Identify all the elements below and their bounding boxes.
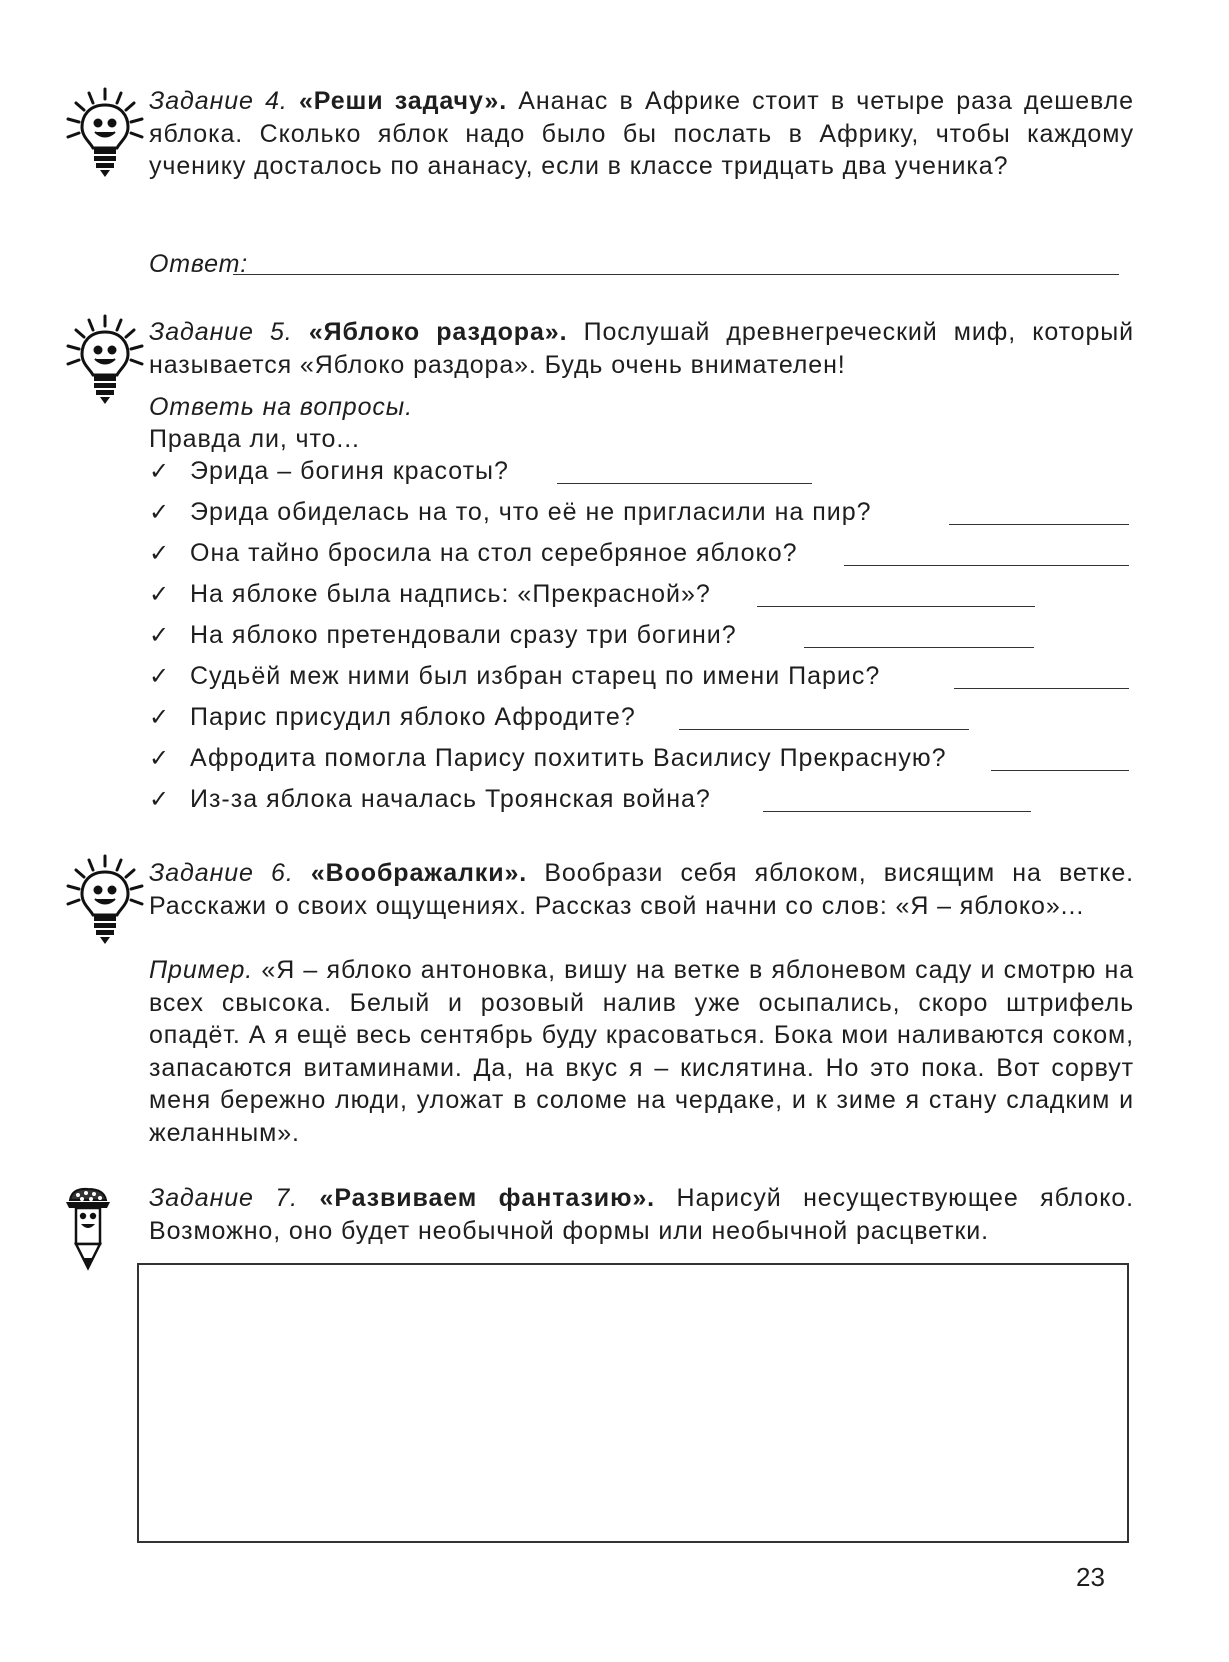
pencil-icon [58, 1186, 118, 1271]
answer-line[interactable] [679, 729, 969, 730]
task4-text [149, 85, 1134, 183]
check-icon: ✓ [149, 622, 171, 649]
question-item [149, 621, 1139, 655]
task6-title: «Воображалки». [310, 859, 528, 887]
task7-body: Нарисуй несуществующее яблоко. Возможно, оно будет необычной формы или необычной расцветки. [149, 1184, 1134, 1245]
task6-body: Вообрази себя яблоком, висящим на ветке. Расскажи о своих ощущениях. Рассказ свой начни со слов: «Я – яблоко»... [149, 859, 1134, 920]
question-text: Афродита помогла Парису похитить Василису Прекрасную? [190, 744, 947, 772]
question-item [149, 785, 1139, 819]
task7-number: Задание 7. [149, 1184, 298, 1212]
task5-number: Задание 5. [149, 318, 293, 346]
task5-title: «Яблоко раздора». [308, 318, 568, 346]
answer-line[interactable] [949, 524, 1129, 525]
check-icon: ✓ [149, 540, 171, 567]
question-text: Судьёй меж ними был избран старец по имени Парис? [190, 662, 881, 690]
answer-line[interactable] [804, 647, 1034, 648]
question-text: На яблоко претендовали сразу три богини? [190, 621, 737, 649]
question-text: Она тайно бросила на стол серебряное яблоко? [190, 539, 798, 567]
answer-line[interactable] [954, 688, 1129, 689]
answer-line[interactable] [557, 483, 812, 484]
lightbulb-icon [62, 312, 148, 412]
question-item [149, 703, 1139, 737]
question-item [149, 539, 1139, 573]
check-icon: ✓ [149, 704, 171, 731]
question-item [149, 744, 1139, 778]
question-item [149, 662, 1139, 696]
lightbulb-icon [62, 85, 148, 185]
question-text: Парис присудил яблоко Афродите? [190, 703, 636, 731]
drawing-area[interactable] [137, 1263, 1129, 1543]
task5-lead: Правда ли, что... [149, 425, 360, 453]
answer-line[interactable] [991, 770, 1129, 771]
answer-line[interactable] [757, 606, 1035, 607]
question-text: Эрида обиделась на то, что её не пригласили на пир? [190, 498, 872, 526]
task6-number: Задание 6. [149, 859, 294, 887]
page-number: 23 [1076, 1562, 1105, 1592]
question-item [149, 498, 1139, 532]
check-icon: ✓ [149, 499, 171, 526]
task7-text [149, 1182, 1134, 1247]
question-text: Эрида – богиня красоты? [190, 457, 509, 485]
task6-text [149, 857, 1134, 922]
check-icon: ✓ [149, 581, 171, 608]
task4-title: «Реши задачу». [298, 87, 508, 115]
task4-answer-row[interactable] [149, 250, 1119, 284]
task5-body: Послушай древнегреческий миф, который называется «Яблоко раздора». Будь очень внимателен! [149, 318, 1134, 379]
check-icon: ✓ [149, 745, 171, 772]
answer-line[interactable] [233, 274, 1119, 275]
task4-number: Задание 4. [149, 87, 288, 115]
check-icon: ✓ [149, 786, 171, 813]
task6-example [149, 954, 1134, 1149]
task5-instruction: Ответь на вопросы. [149, 393, 413, 421]
lightbulb-icon [62, 852, 148, 952]
check-icon: ✓ [149, 458, 171, 485]
task5-text [149, 316, 1134, 381]
check-icon: ✓ [149, 663, 171, 690]
task4-body: Ананас в Африке стоит в четыре раза дешевле яблока. Сколько яблок надо было бы послать в Африку, чтобы каждому ученику досталось по ананасу, если в классе тридцать два ученика? [149, 87, 1134, 180]
task7-title: «Развиваем фантазию». [319, 1184, 655, 1212]
question-item [149, 457, 1139, 491]
example-text: «Я – яблоко антоновка, вишу на ветке в яблоневом саду и смотрю на всех свысока. Белый и розовый налив уже осыпались, скоро штрифель опадёт. А я ещё весь сентябрь буду красоваться. Бока мои наливаются соком, запасаются витаминами. Да, на вкус я – кислятина. Но это пока. Вот сорвут меня бережно люди, уложат в соломе на чердаке, и к зиме я стану сладким и желанным». [149, 956, 1134, 1147]
example-label: Пример. [149, 956, 254, 984]
answer-label: Ответ: [149, 250, 248, 278]
answer-line[interactable] [763, 811, 1031, 812]
question-text: Из-за яблока началась Троянская война? [190, 785, 711, 813]
question-text: На яблоке была надпись: «Прекрасной»? [190, 580, 711, 608]
answer-line[interactable] [844, 565, 1129, 566]
question-item [149, 580, 1139, 614]
